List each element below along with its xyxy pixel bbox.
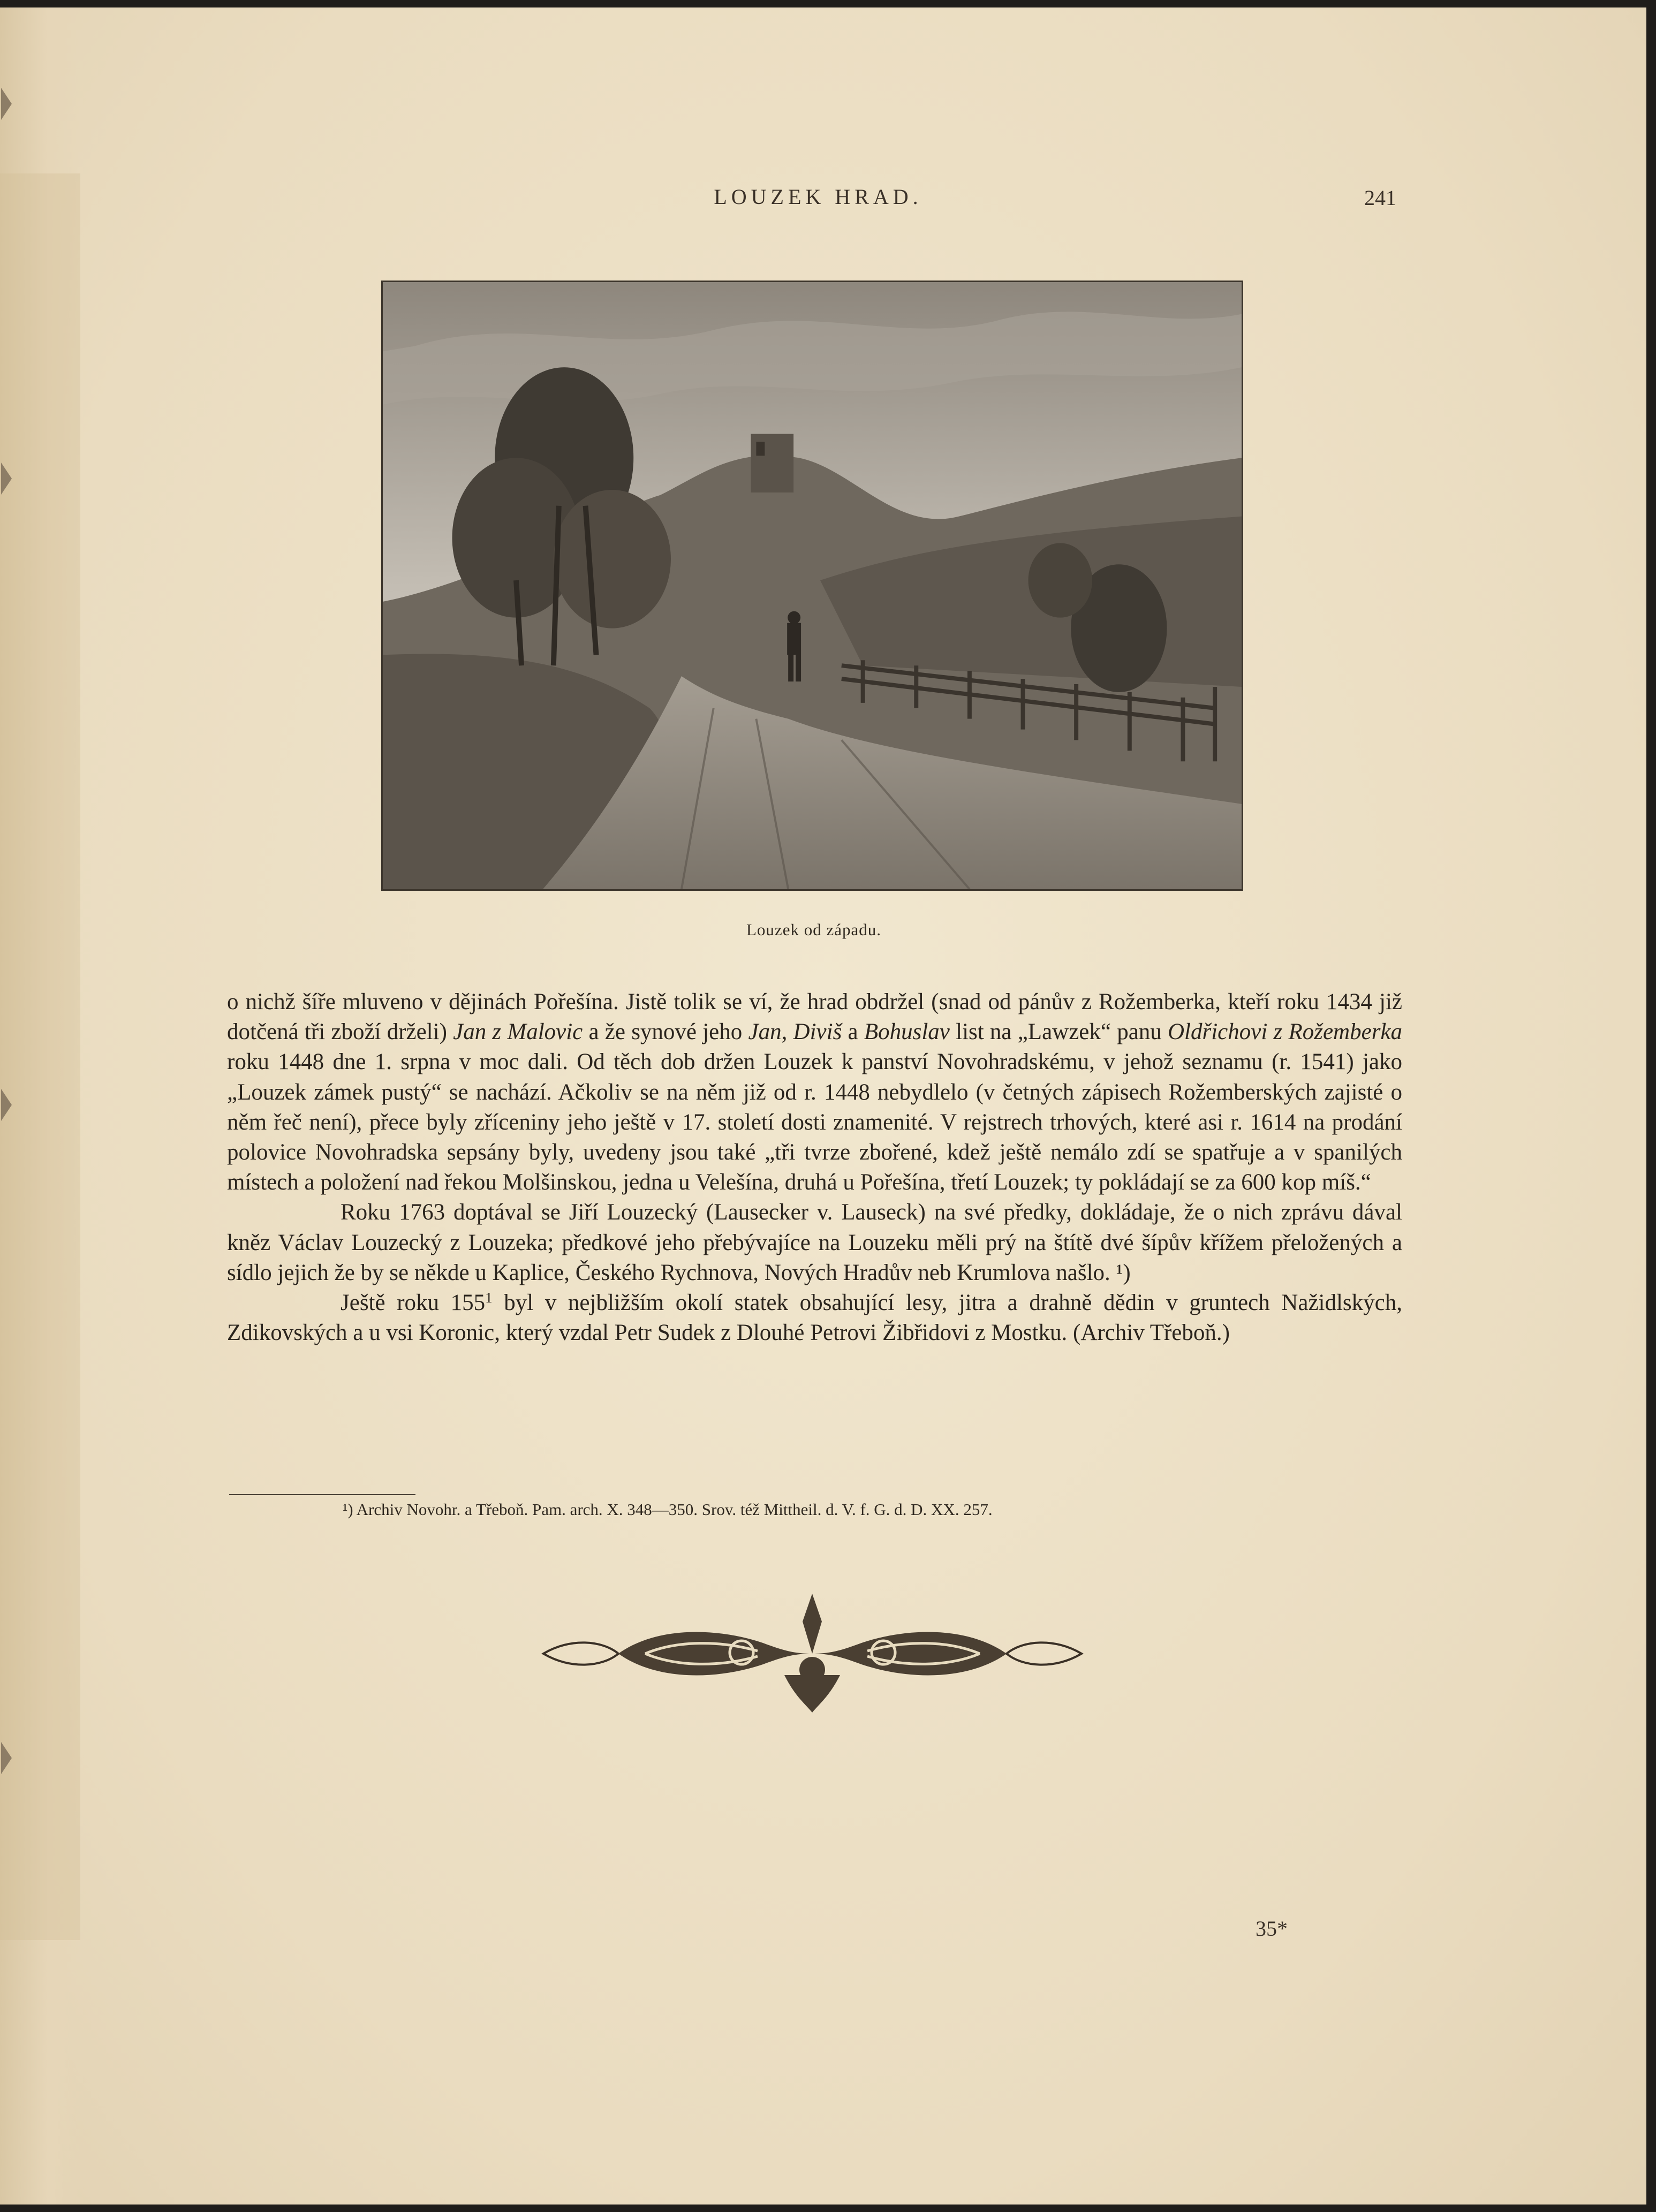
text-run: Ještě roku 155 <box>341 1290 486 1316</box>
engraving-illustration <box>381 281 1243 891</box>
page-number: 241 <box>1364 186 1396 210</box>
text-run: Roku 1763 doptával se Jiří Louzecký (Lausecker v. Lauseck) na své předky, dokládaje, že o nich zprávu dával kněz Václav Louzecký z Louzeka; předkové jeho přebývajíce na Louzeku měli prý na štítě dvé šípův křížem přeložených a sídlo jejich že by se někde u Kaplice, Českého Rychnova, Nových Hradův neb Krumlova našlo. <box>227 1200 1402 1285</box>
signature-mark: 35* <box>1256 1916 1288 1941</box>
paragraph <box>227 1198 1402 1288</box>
illustration-caption: Louzek od západu. <box>746 920 881 939</box>
person-name: Jan z Malovic <box>453 1019 583 1045</box>
article-body <box>227 987 1402 1348</box>
text-run: roku 1448 dne 1. srpna v moc dali. Od těch dob držen Louzek k panství Novohradskému, v jehož seznamu (r. 1541) jako „Louzek zámek pustý“ se nachází. Ačkoliv se na něm již od r. 1448 nebydlelo (v četných zápisech Rožemberských zajisté o něm řeč není), přece byly zříceniny jeho ještě v 17. století dosti znamenité. V rejstrech trhových, které asi r. 1614 na prodání polovice Novohradska sepsány byly, uvedeny jsou také „tři tvrze zbořené, kdež ještě nemálo zdí se spatřuje a v spanilých místech a položení nad řekou Molšinskou, jedna u Velešína, druhá u Pořešína, třetí Louzek; ty pokládají se za 600 kop míš.“ <box>227 1049 1402 1195</box>
superscript-digit: 1 <box>485 1290 493 1306</box>
landscape-engraving <box>383 282 1242 889</box>
text-run: list na „Lawzek“ panu <box>949 1019 1168 1045</box>
paragraph <box>227 987 1402 1198</box>
person-name: Oldřichovi z Rožemberka <box>1168 1019 1403 1045</box>
text-run: a <box>842 1019 864 1045</box>
running-title: LOUZEK HRAD. <box>714 185 922 209</box>
paragraph <box>227 1288 1402 1348</box>
footnote: ¹) Archiv Novohr. a Třeboň. Pam. arch. X. 348—350. Srov. též Mittheil. d. V. f. G. d. D. XX. 257. <box>343 1500 993 1519</box>
book-page <box>0 7 1646 2205</box>
text-run: a že synové jeho <box>583 1019 748 1045</box>
footnote-reference: ¹) <box>1116 1260 1131 1285</box>
person-name: Bohuslav <box>864 1019 950 1045</box>
text-run: byl v nejbližším okolí statek obsahující lesy, jitra a drahně dědin v gruntech Nažidlských, Zdikovských a u vsi Koronic, který vzdal Petr Sudek z Dlouhé Petrovi Žibřidovi z Mostku. (Archiv Třeboň.) <box>227 1290 1402 1346</box>
ornament-vignette <box>538 1589 1087 1718</box>
text-run: o nichž šíře mluveno v dějinách Pořešína. Jistě tolik se ví, že hrad obdržel (snad od pánův z Rožemberka, kteří roku 1434 již dotčená tři zboží drželi) <box>227 989 1402 1045</box>
page-edge-stain <box>0 173 80 1940</box>
footnote-rule <box>229 1494 415 1495</box>
person-name: Jan, Diviš <box>748 1019 842 1045</box>
